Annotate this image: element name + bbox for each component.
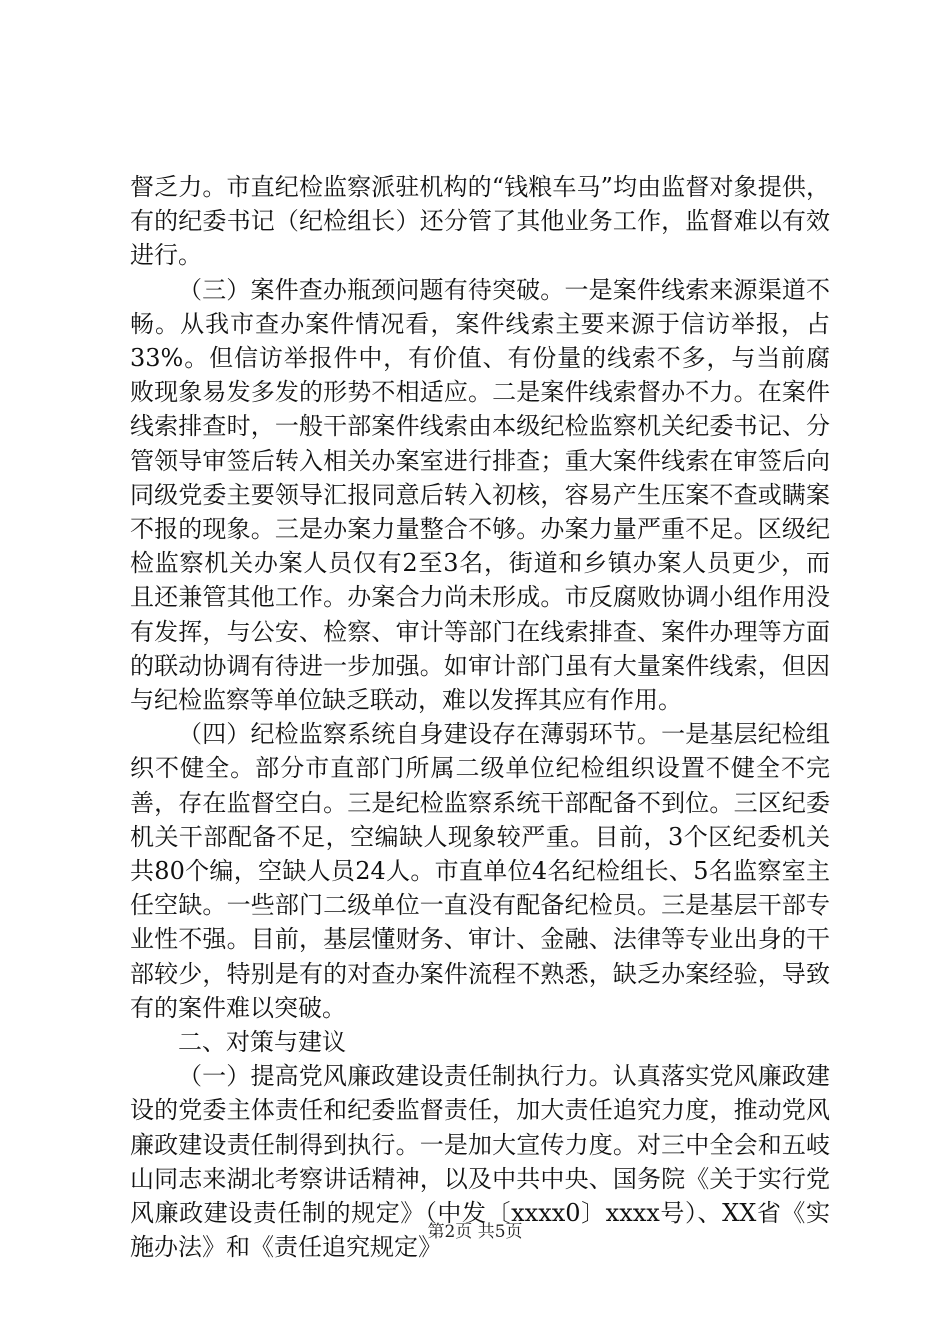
paragraph-continuation: 督乏力。市直纪检监察派驻机构的“钱粮车马”均由监督对象提供，有的纪委书记（纪检组长）还分管了其他业务工作，监督难以有效进行。 <box>130 173 830 270</box>
paragraph-case-investigation: （三）案件查办瓶颈问题有待突破。一是案件线索来源渠道不畅。从我市查办案件情况看，案件线索主要来源于信访举报，占33%。但信访举报件中，有价值、有份量的线索不多，与当前腐败现象易发多发的形势不相适应。二是案件线索督办不力。在案件线索排查时，一般干部案件线索由本级纪检监察机关纪委书记、分管领导审签后转入相关办案室进行排查；重大案件线索在审签后向同级党委主要领导汇报同意后转入初核，容易产生压案不查或瞒案不报的现象。三是办案力量整合不够。办案力量严重不足。区级纪检监察机关办案人员仅有2至3名，街道和乡镇办案人员更少，而且还兼管其他工作。办案合力尚未形成。市反腐败协调小组作用没有发挥，与公安、检察、审计等部门在线索排查、案件办理等方面的联动协调有待进一步加强。如审计部门虽有大量案件线索，但因与纪检监察等单位缺乏联动，难以发挥其应有作用。 <box>130 275 830 715</box>
paragraph-responsibility-system: （一）提高党风廉政建设责任制执行力。认真落实党风廉政建设的党委主体责任和纪委监督责任，加大责任追究力度，推动党风廉政建设责任制得到执行。一是加大宣传力度。对三中全会和五岐山同志来湖北考察讲话精神，以及中共中央、国务院《关于实行党风廉政建设责任制的规定》（中发〔xxxx0〕xxxx号）、XX省《实施办法》和《责任追究规定》 <box>130 1062 830 1262</box>
paragraph-self-construction: （四）纪检监察系统自身建设存在薄弱环节。一是基层纪检组织不健全。部分市直部门所属二级单位纪检组织设置不健全不完善，存在监督空白。三是纪检监察系统干部配备不到位。三区纪委机关干部配备不足，空编缺人现象较严重。目前，3个区纪委机关共80个编，空缺人员24人。市直单位4名纪检组长、5名监察室主任空缺。一些部门二级单位一直没有配备纪检员。三是基层干部专业性不强。目前，基层懂财务、审计、金融、法律等专业出身的干部较少，特别是有的对查办案件流程不熟悉，缺乏办案经验，导致有的案件难以突破。 <box>130 720 830 1022</box>
document-body <box>130 170 830 1265</box>
page-number-footer: 第2页 共5页 <box>427 1222 523 1242</box>
section-heading-countermeasures: 二、对策与建议 <box>178 1028 346 1057</box>
